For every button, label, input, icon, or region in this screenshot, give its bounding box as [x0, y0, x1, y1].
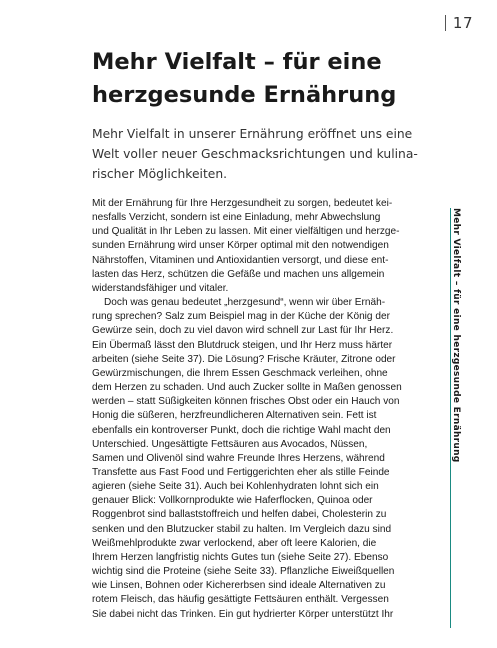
body-line: und Qualität in Ihr Leben zu lassen. Mit einer vielfältigen und herzge- — [92, 226, 400, 238]
lead-paragraph — [92, 124, 437, 184]
body-line: Ein Übermaß lässt den Blutdruck steigen, und Ihr Herz muss härter — [92, 339, 393, 351]
body-text — [92, 197, 418, 622]
title-line-2: herzgesunde Ernährung — [92, 82, 397, 108]
body-line: Ihrem Herzen langfristig nichts Gutes tun (siehe Seite 27). Ebenso — [92, 551, 389, 563]
body-line: Gewürzmischungen, die Ihrem Essen Geschmack verleihen, ohne — [92, 367, 388, 379]
body-line: ebenfalls ein kontroverser Punkt, doch die richtige Wahl macht den — [92, 424, 391, 436]
body-line: agieren (siehe Seite 31). Auch bei Kohlenhydraten lohnt sich ein — [92, 481, 379, 493]
body-line: Roggenbrot sind ballaststoffreich und helfen dabei, Cholesterin zu — [92, 509, 387, 521]
body-line: lasten das Herz, schützen die Gefäße und machen uns allgemein — [92, 268, 385, 280]
body-line: dem Herzen zu schaden. Und auch Zucker sollte in Maßen genossen — [92, 382, 402, 394]
body-line: Nährstoffen, Vitaminen und Antioxidantien versorgt, und diese ent- — [92, 254, 389, 266]
body-line: werden – statt Süßigkeiten können frisches Obst oder ein Hauch von — [92, 396, 400, 408]
lead-line: rischer Möglichkeiten. — [92, 167, 228, 181]
body-line: Weißmehlprodukte zwar verlockend, aber oft leere Kalorien, die — [92, 537, 377, 549]
body-line: Honig die süßeren, herzfreundlicheren Alternativen sein. Fett ist — [92, 410, 377, 422]
body-line: sunden Ernährung wird unser Körper optimal mit den notwendigen — [92, 240, 389, 252]
body-line: wie Linsen, Bohnen oder Kichererbsen sind ideale Alternativen zu — [92, 580, 386, 592]
title-line-1: Mehr Vielfalt – für eine — [92, 49, 382, 75]
body-line: wichtig sind die Proteine (siehe Seite 33). Pflanzliche Eiweißquellen — [92, 566, 395, 578]
page-number-divider — [445, 15, 446, 31]
page-number-value: 17 — [452, 14, 473, 32]
body-line: rotem Fleisch, das häufig gesättigte Fettsäuren enthält. Vergessen — [92, 594, 389, 606]
body-line: Transfette aus Fast Food und Fertiggerichten eher als stille Feinde — [92, 466, 390, 478]
body-line: nesfalls Verzicht, sondern ist eine Einladung, mehr Abwechslung — [92, 212, 381, 224]
body-line: widerstandsfähiger und vitaler. — [92, 282, 229, 294]
lead-line: Welt voller neuer Geschmacksrichtungen und kulina- — [92, 147, 418, 161]
body-line: arbeiten (siehe Seite 37). Die Lösung? Frische Kräuter, Zitrone oder — [92, 353, 396, 365]
body-line: Sie dabei nicht das Trinken. Ein gut hydrierter Körper unterstützt Ihr — [92, 608, 394, 620]
body-line: rung sprechen? Salz zum Beispiel mag in der Küche der König der — [92, 311, 390, 323]
lead-line: Mehr Vielfalt in unserer Ernährung eröffnet uns eine — [92, 127, 413, 141]
body-line: Gewürze sein, doch zu viel davon wird schnell zur Last für Ihr Herz. — [92, 325, 394, 337]
body-line: genauer Blick: Vollkornprodukte wie Haferflocken, Quinoa oder — [92, 495, 373, 507]
body-line: senken und den Blutzucker stabil zu halten. Im Vergleich dazu sind — [92, 523, 392, 535]
side-tab-label: Mehr Vielfalt – für eine herzgesunde Ernährung — [451, 208, 461, 463]
body-line: Samen und Olivenöl sind wahre Freunde Ihres Herzens, während — [92, 452, 385, 464]
body-line: Unterschied. Ungesättigte Fettsäuren aus Avocados, Nüssen, — [92, 438, 368, 450]
body-line: Doch was genau bedeutet „herzgesund“, wenn wir über Ernäh- — [104, 297, 386, 309]
body-line: Mit der Ernährung für Ihre Herzgesundheit zu sorgen, bedeutet kei- — [92, 198, 393, 209]
page-title — [92, 46, 452, 112]
page-number — [445, 14, 473, 32]
